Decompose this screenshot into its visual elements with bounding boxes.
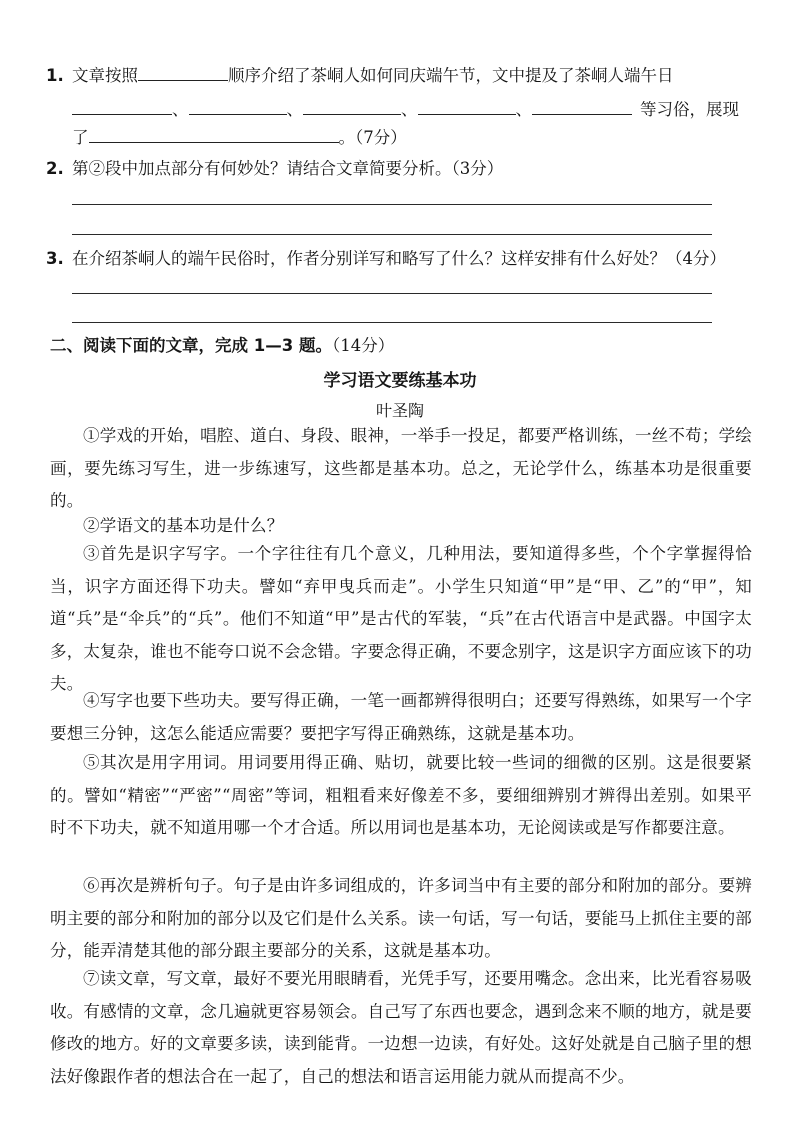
section-points: （14分）: [331, 336, 395, 355]
article-paragraph-1: ①学戏的开始，唱腔、道白、身段、眼神，一举手一投足，都要严格训练，一丝不苟；学绘画，要先练习写生，进一步练速写，这些都是基本功。总之，无论学什么，练基本功是很重要的。: [50, 426, 752, 510]
article-title: 学习语文要练基本功: [323, 371, 477, 391]
separator: 、: [401, 100, 418, 119]
article-author: 叶圣陶: [375, 401, 424, 420]
answer-line[interactable]: [72, 204, 712, 205]
answer-blank[interactable]: [89, 126, 339, 143]
question-number: 1.: [46, 66, 64, 85]
answer-blank[interactable]: [532, 98, 632, 115]
question-number: 3.: [46, 249, 64, 268]
answer-blank[interactable]: [189, 98, 287, 115]
question-1: [46, 64, 730, 87]
section-heading: [50, 332, 394, 356]
answer-blank[interactable]: [72, 98, 172, 115]
answer-line[interactable]: [72, 234, 712, 235]
separator: 、: [172, 100, 189, 119]
article-paragraph-4: ④写字也要下些功夫。要写得正确，一笔一画都辨得很明白；还要写得熟练，如果写一个字要想三分钟，这怎么能适应需要？要把字写得正确熟练，这就是基本功。: [50, 691, 752, 743]
question-1-end: [72, 126, 730, 149]
article-paragraph-2: ②学语文的基本功是什么？: [83, 516, 284, 535]
separator: 、: [515, 100, 532, 119]
separator: 、: [286, 100, 303, 119]
article-paragraph-5: ⑤其次是用字用词。用词要用得正确、贴切，就要比较一些词的细微的区别。这是很要紧的。譬如“精密”“严密”“周密”等词，粗粗看来好像差不多，要细细辨别才辨得出差别。如果平时不下功夫，就不知道用哪一个才合适。所以用词也是基本功，无论阅读或是写作都要注意。: [50, 753, 752, 837]
article-paragraph-3: ③首先是识字写字。一个字往往有几个意义，几种用法，要知道得多些，个个字掌握得恰当，识字方面还得下功夫。譬如“弃甲曳兵而走”。小学生只知道“甲”是“甲、乙”的“甲”，知道“兵”是“伞兵”的“兵”。他们不知道“甲”是古代的军装，“兵”在古代语言中是武器。中国字太多，太复杂，谁也不能夸口说不会念错。字要念得正确，不要念别字，这是识字方面应该下的功夫。: [50, 544, 752, 693]
answer-blank[interactable]: [138, 64, 228, 81]
question-1-blanks: [72, 98, 739, 121]
question-text: 等习俗，展现: [640, 100, 739, 119]
question-text: 文章按照: [72, 66, 138, 85]
question-text: 顺序介绍了茶峒人如何同庆端午节，文中提及了茶峒人端午日: [228, 66, 674, 85]
question-number: 2.: [46, 159, 64, 178]
question-text: 在介绍茶峒人的端午民俗时，作者分别详写和略写了什么？这样安排有什么好处？（4分）: [72, 249, 726, 268]
article-paragraph-6: ⑥再次是辨析句子。句子是由许多词组成的，许多词当中有主要的部分和附加的部分。要辨明主要的部分和附加的部分以及它们是什么关系。读一句话，写一句话，要能马上抓住主要的部分，能弄清楚其他的部分跟主要部分的关系，这就是基本功。: [50, 876, 752, 960]
question-2: [46, 158, 730, 180]
answer-line[interactable]: [72, 293, 712, 294]
question-text: 第②段中加点部分有何妙处？请结合文章简要分析。（3分）: [72, 159, 504, 178]
answer-line[interactable]: [72, 322, 712, 323]
answer-blank[interactable]: [418, 98, 516, 115]
question-points: 。（7分）: [338, 128, 407, 147]
article-paragraph-7: ⑦读文章，写文章，最好不要光用眼睛看，光凭手写，还要用嘴念。念出来，比光看容易吸收。有感情的文章，念几遍就更容易领会。自己写了东西也要念，遇到念来不顺的地方，就是要修改的地方。好的文章要多读，读到能背。一边想一边读，有好处。这好处就是自己脑子里的想法好像跟作者的想法合在一起了，自己的想法和语言运用能力就从而提高不少。: [50, 969, 752, 1086]
section-heading-text: 二、阅读下面的文章，完成 1—3 题。: [50, 336, 332, 355]
answer-blank[interactable]: [303, 98, 401, 115]
question-3: [46, 248, 730, 270]
question-text: 了: [72, 128, 89, 147]
